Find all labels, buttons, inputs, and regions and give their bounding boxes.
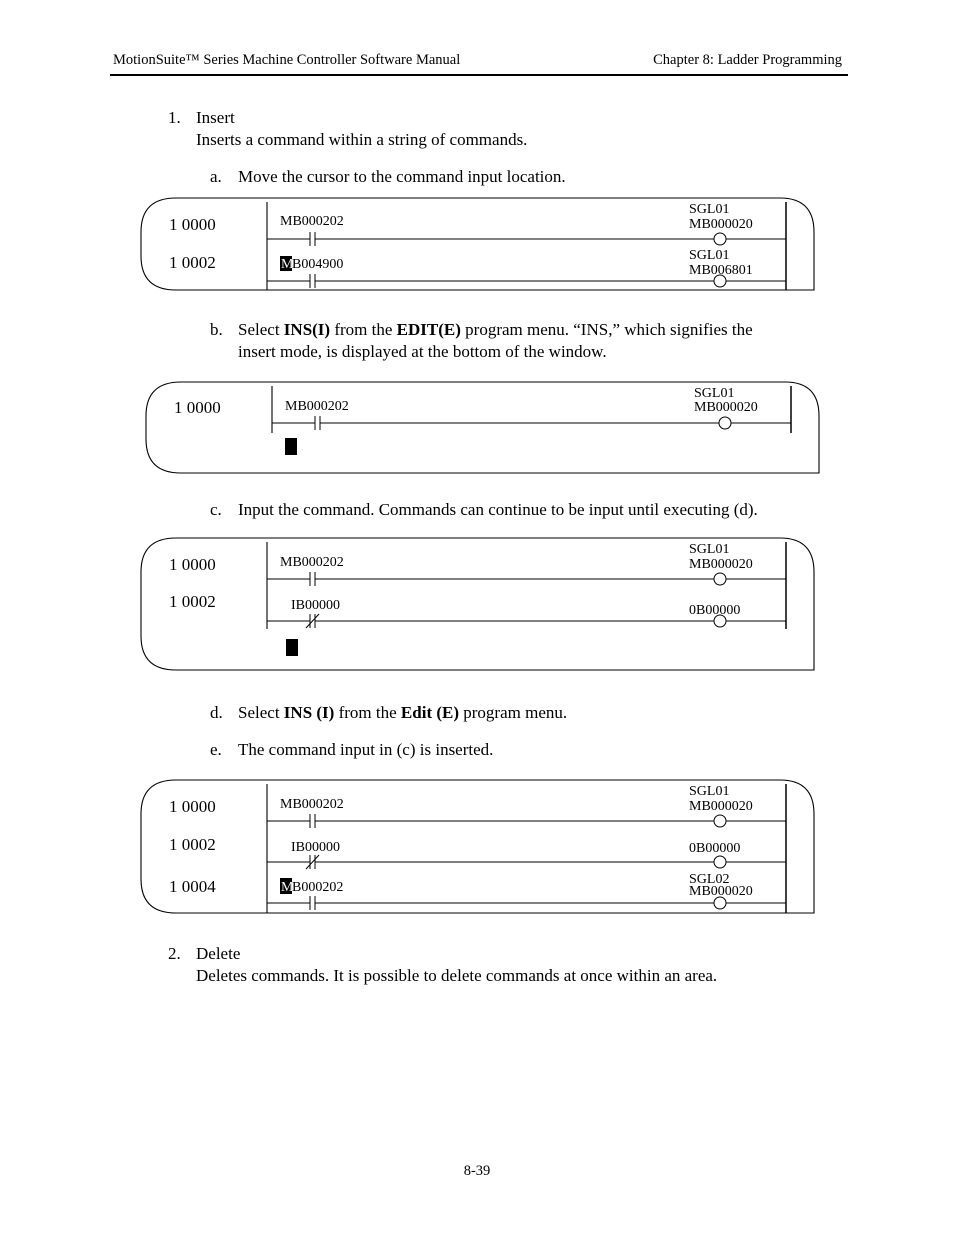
step-c-label: c.	[210, 500, 222, 519]
ladder-a-contact-1: MB000202	[280, 214, 344, 229]
section-1-number: 1.	[168, 108, 181, 127]
step-a-text: Move the cursor to the command input location.	[238, 167, 566, 186]
edit-menu: EDIT(E)	[396, 320, 461, 339]
ladder-a-contact-2: B004900	[292, 257, 344, 272]
section-1-title: Insert	[196, 108, 235, 127]
ladder-e-coil-group-1: SGL01	[689, 784, 730, 799]
section-1-description: Inserts a command within a string of commands.	[196, 130, 528, 149]
step-b-text: Select INS(I) from the EDIT(E) program menu. “INS,” which signifies the	[238, 320, 753, 339]
ladder-b-coil-group-1: SGL01	[694, 386, 735, 401]
ladder-e-contact-3: B000202	[292, 880, 344, 895]
step-d-label: d.	[210, 703, 223, 722]
ladder-panel-b	[145, 381, 821, 475]
step-a-label: a.	[210, 167, 222, 186]
ladder-e-contact-2: IB00000	[291, 840, 340, 855]
ladder-c-contact-2: IB00000	[291, 598, 340, 613]
ladder-a-line-2: 1 0002	[169, 253, 216, 272]
ladder-a-coil-2: MB006801	[689, 263, 753, 278]
ladder-c-contact-1: MB000202	[280, 555, 344, 570]
section-2-description: Deletes commands. It is possible to delete commands at once within an area.	[196, 966, 718, 985]
ladder-e-contact-1: MB000202	[280, 797, 344, 812]
step-e-text: The command input in (c) is inserted.	[238, 740, 494, 759]
ladder-c-coil-group-1: SGL01	[689, 542, 730, 557]
cursor-block	[286, 639, 298, 656]
ladder-b-coil-1: MB000020	[694, 400, 758, 415]
header-title: MotionSuite™ Series Machine Controller Software Manual	[113, 52, 461, 68]
ladder-e-coil-1: MB000020	[689, 799, 753, 814]
ladder-b-line-1: 1 0000	[174, 398, 221, 417]
step-e-label: e.	[210, 740, 222, 759]
ladder-c-line-2: 1 0002	[169, 592, 216, 611]
ladder-panel-a	[140, 197, 816, 293]
ladder-e-line-1: 1 0000	[169, 797, 216, 816]
step-d-text: Select INS (I) from the Edit (E) program menu.	[238, 703, 568, 722]
ins-menu-item: INS(I)	[283, 320, 331, 339]
cursor-block	[285, 438, 297, 455]
ladder-e-coil-2: 0B00000	[689, 841, 741, 856]
ladder-e-line-2: 1 0002	[169, 835, 216, 854]
ladder-c-line-1: 1 0000	[169, 555, 216, 574]
ins-menu-item: INS (I)	[283, 703, 335, 722]
ladder-c-coil-1: MB000020	[689, 557, 753, 572]
header-chapter: Chapter 8: Ladder Programming	[653, 52, 842, 68]
page-number: 8-39	[463, 1163, 491, 1179]
ladder-c-coil-2: 0B00000	[689, 603, 741, 618]
ladder-b-contact-1: MB000202	[285, 399, 349, 414]
step-c-text: Input the command. Commands can continue to be input until executing (d).	[238, 500, 758, 519]
ladder-e-coil-group-3: SGL02	[689, 872, 730, 887]
ladder-panel-c	[140, 537, 816, 672]
ladder-panel-e	[140, 779, 816, 915]
section-2-title: Delete	[196, 944, 241, 963]
ladder-a-coil-group-1: SGL01	[689, 202, 730, 217]
ladder-a-coil-group-2: SGL01	[689, 248, 730, 263]
edit-menu: Edit (E)	[400, 703, 460, 722]
ladder-a-line-1: 1 0000	[169, 215, 216, 234]
ladder-a-contact-2-cursor: M	[281, 257, 294, 272]
step-b-text-line-2: insert mode, is displayed at the bottom of the window.	[238, 342, 607, 361]
ladder-e-coil-3: MB000020	[689, 884, 753, 899]
header-rule	[110, 74, 848, 76]
ladder-e-contact-3-cursor: M	[281, 880, 294, 895]
step-b-label: b.	[210, 320, 223, 339]
ladder-e-line-3: 1 0004	[169, 877, 216, 896]
ladder-a-coil-1: MB000020	[689, 217, 753, 232]
section-2-number: 2.	[168, 944, 181, 963]
